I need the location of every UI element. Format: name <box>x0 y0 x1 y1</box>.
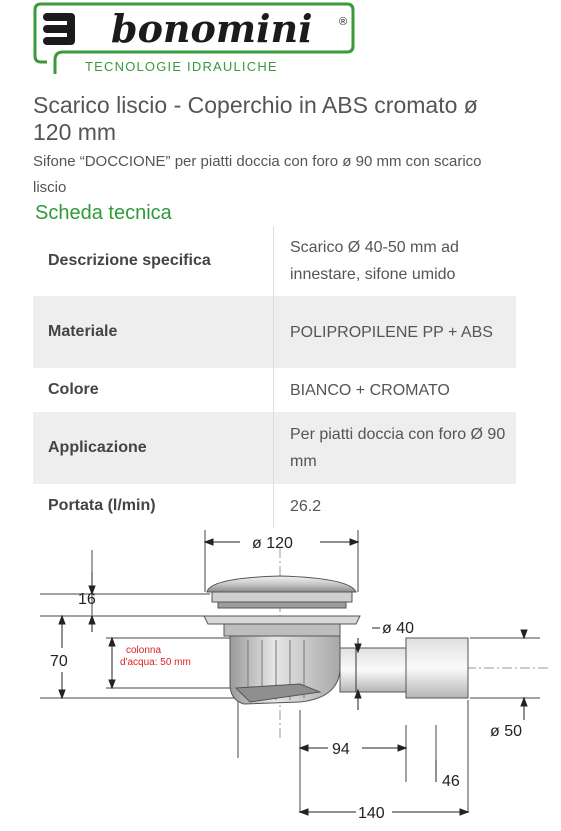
spec-value: Scarico Ø 40-50 mm ad innestare, sifone umido <box>274 226 517 296</box>
logo-brand: bonomini <box>111 6 313 51</box>
dim-outlet-label: ø 40 <box>382 620 415 637</box>
spec-row <box>33 368 516 412</box>
brand-logo <box>33 2 355 78</box>
spec-label: Colore <box>48 381 99 398</box>
spec-value: Per piatti doccia con foro Ø 90 mm <box>274 412 517 484</box>
spec-row <box>33 412 516 484</box>
product-subtitle: Sifone “DOCCIONE” per piatti doccia con foro ø 90 mm con scarico liscio <box>33 153 482 196</box>
dim-length-1-label: 94 <box>332 741 350 758</box>
spec-row <box>33 226 516 296</box>
section-title: Scheda tecnica <box>35 202 172 224</box>
water-column-note-2: d'acqua: 50 mm <box>120 657 191 668</box>
product-title: Scarico liscio - Coperchio in ABS cromato ø 120 mm <box>33 92 478 145</box>
spec-label: Materiale <box>33 296 274 368</box>
logo-tagline: TECNOLOGIE IDRAULICHE <box>85 59 278 74</box>
spec-label: Portata (l/min) <box>48 497 156 514</box>
spec-row <box>33 296 516 368</box>
water-column-note-1: colonna <box>126 645 162 656</box>
dim-length-total-label: 140 <box>358 805 385 822</box>
logo-registered: ® <box>339 16 348 28</box>
dim-top-label: 16 <box>78 591 96 608</box>
spec-label: Descrizione specifica <box>48 252 211 269</box>
technical-drawing <box>0 520 561 831</box>
dim-length-2-label: 46 <box>442 773 460 790</box>
siphon-body <box>230 636 340 704</box>
dim-height-label: 70 <box>50 653 68 670</box>
spec-table <box>33 226 516 528</box>
spec-value: POLIPROPILENE PP + ABS <box>274 296 517 368</box>
drain-flange <box>204 616 360 636</box>
logo-pipe-icon <box>43 13 75 45</box>
dim-outlet-outer-label: ø 50 <box>490 723 523 740</box>
spec-value: 26.2 <box>274 484 517 528</box>
chrome-cover <box>207 576 356 608</box>
dim-cover-label: ø 120 <box>252 535 293 552</box>
spec-value: BIANCO + CROMATO <box>274 368 517 412</box>
spec-label: Applicazione <box>33 412 274 484</box>
